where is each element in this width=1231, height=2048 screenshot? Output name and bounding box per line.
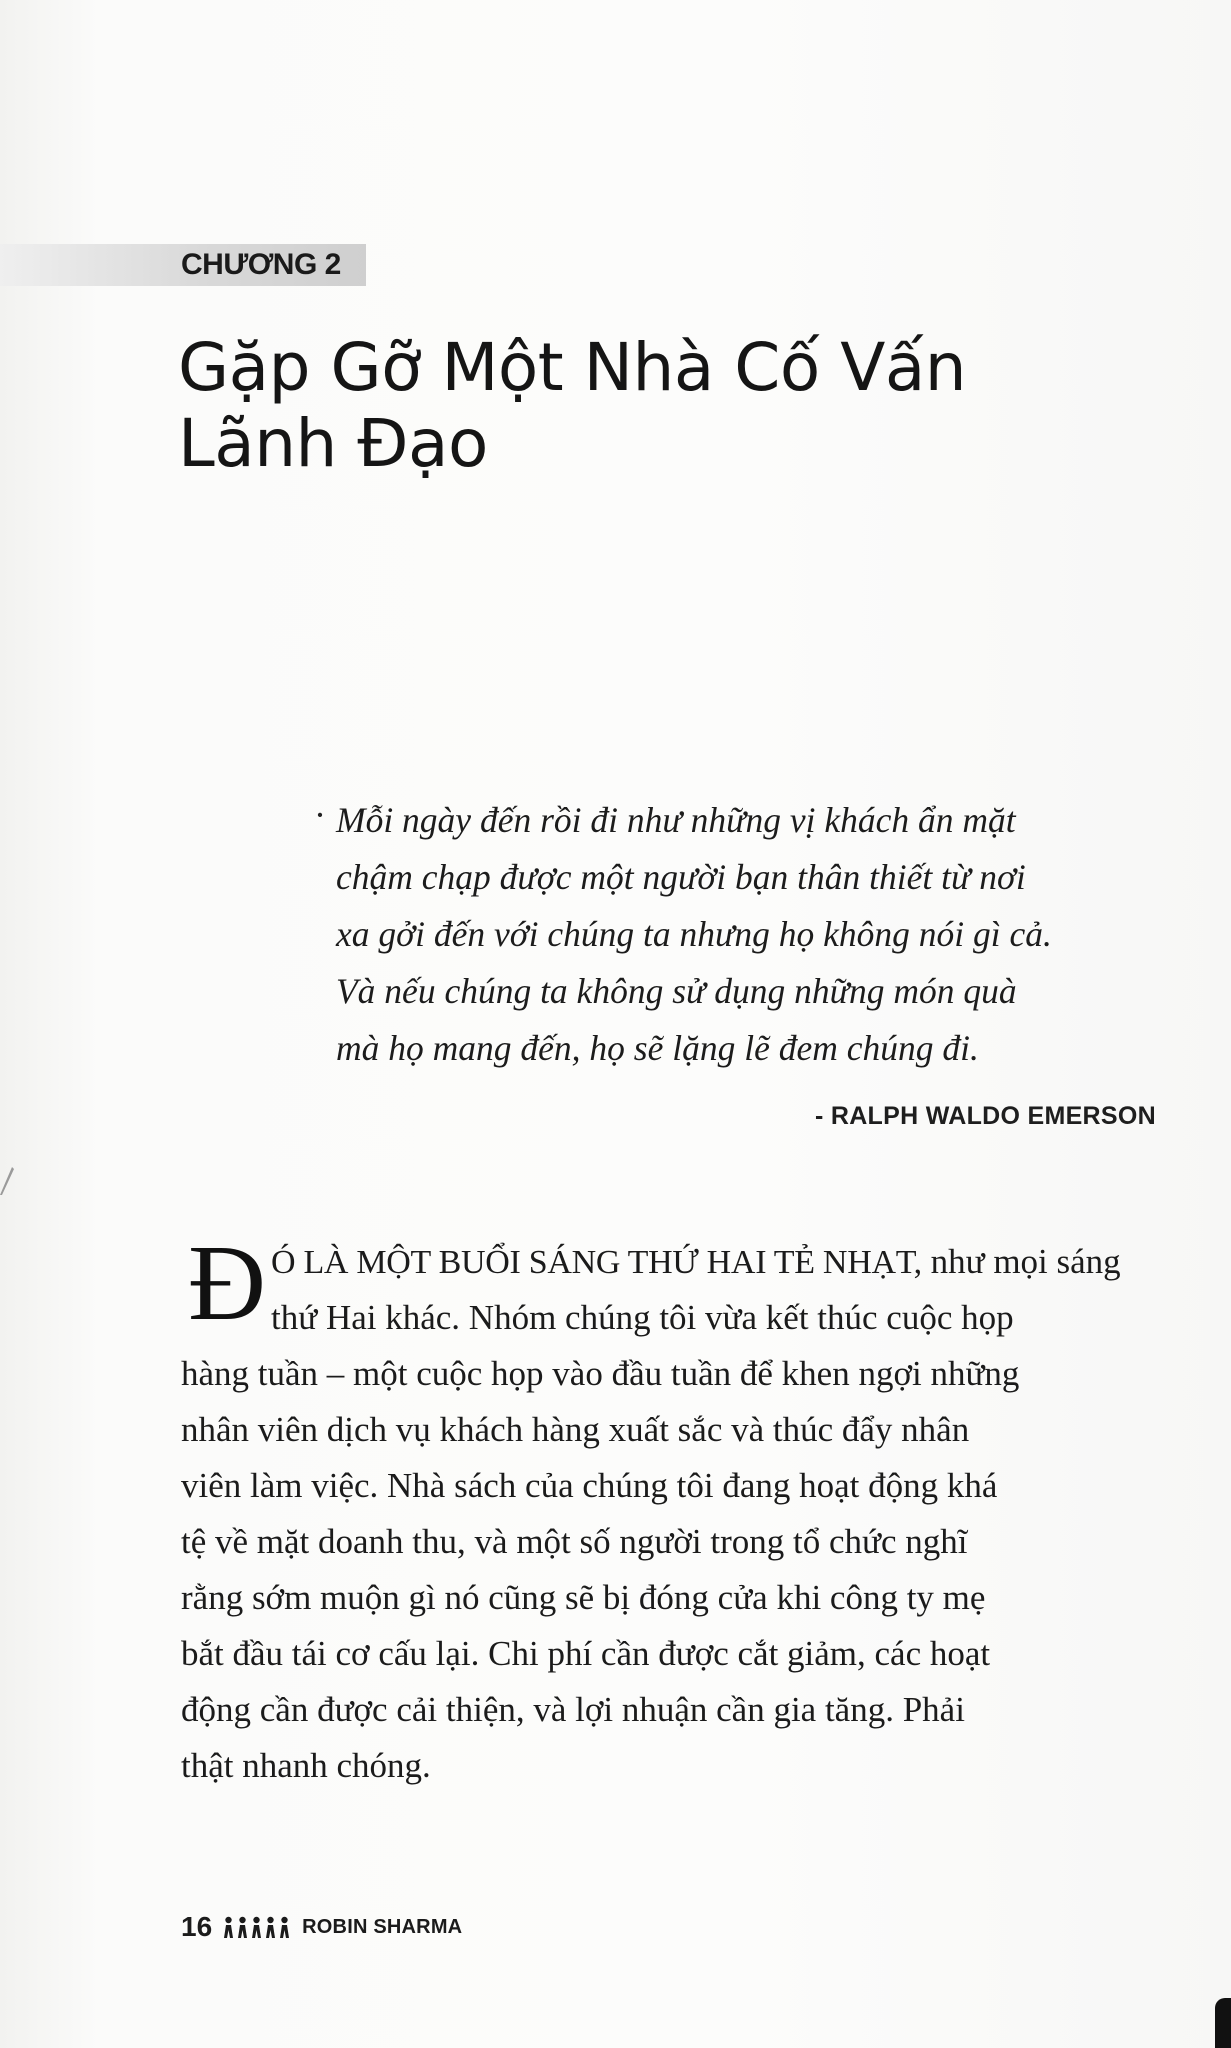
page-edge-mark	[0, 1165, 14, 1195]
epigraph-line: mà họ mang đến, họ sẽ lặng lẽ đem chúng đi.	[336, 1028, 979, 1068]
epigraph-line: Mỗi ngày đến rồi đi như những vị khách ẩn mặt	[336, 800, 1016, 840]
page-number: 16	[181, 1911, 213, 1942]
epigraph-text	[336, 792, 1186, 1077]
epigraph-line: Và nếu chúng ta không sử dụng những món quà	[336, 971, 1017, 1011]
body-line: hàng tuần – một cuộc họp vào đầu tuần để khen ngợi những	[181, 1354, 1020, 1393]
body-line: thật nhanh chóng.	[181, 1746, 431, 1785]
epigraph-author: - RALPH WALDO EMERSON	[814, 1102, 1156, 1130]
page-footer	[181, 1909, 462, 1945]
running-footer-author: ROBIN SHARMA	[302, 1915, 463, 1938]
chapter-label: CHƯƠNG 2	[181, 248, 341, 281]
opening-line-rest: như mọi sáng	[921, 1242, 1121, 1281]
epigraph-line: xa gởi đến với chúng ta nhưng họ không nói gì cả.	[336, 914, 1052, 954]
body-line: rằng sớm muộn gì nó cũng sẽ bị đóng cửa khi công ty mẹ	[181, 1578, 986, 1617]
quote-bullet: ·	[314, 795, 326, 835]
chapter-title-line-1: Gặp Gỡ Một Nhà Cố Vấn	[178, 329, 967, 406]
body-line: tệ về mặt doanh thu, và một số người trong tổ chức nghĩ	[181, 1522, 968, 1561]
body-line: nhân viên dịch vụ khách hàng xuất sắc và thúc đẩy nhân	[181, 1410, 970, 1449]
five-figures-ornament-icon	[222, 1916, 292, 1938]
opening-small-caps: Ó LÀ MỘT BUỔI SÁNG THỨ HAI TẺ NHẠT,	[271, 1244, 922, 1281]
body-line: bắt đầu tái cơ cấu lại. Chi phí cần được cắt giảm, các hoạt	[181, 1634, 991, 1673]
page-edge-shadow	[1215, 1998, 1231, 2048]
body-line: thứ Hai khác. Nhóm chúng tôi vừa kết thúc cuộc họp	[271, 1298, 1014, 1337]
drop-cap: Đ	[188, 1224, 266, 1343]
body-line: viên làm việc. Nhà sách của chúng tôi đang hoạt động khá	[181, 1466, 998, 1505]
epigraph-line: chậm chạp được một người bạn thân thiết từ nơi	[336, 857, 1026, 897]
chapter-title-line-2: Lãnh Đạo	[178, 405, 488, 482]
chapter-title	[178, 330, 1078, 482]
body-line: động cần được cải thiện, và lợi nhuận cần gia tăng. Phải	[181, 1690, 965, 1729]
body-line	[271, 1242, 1121, 1283]
